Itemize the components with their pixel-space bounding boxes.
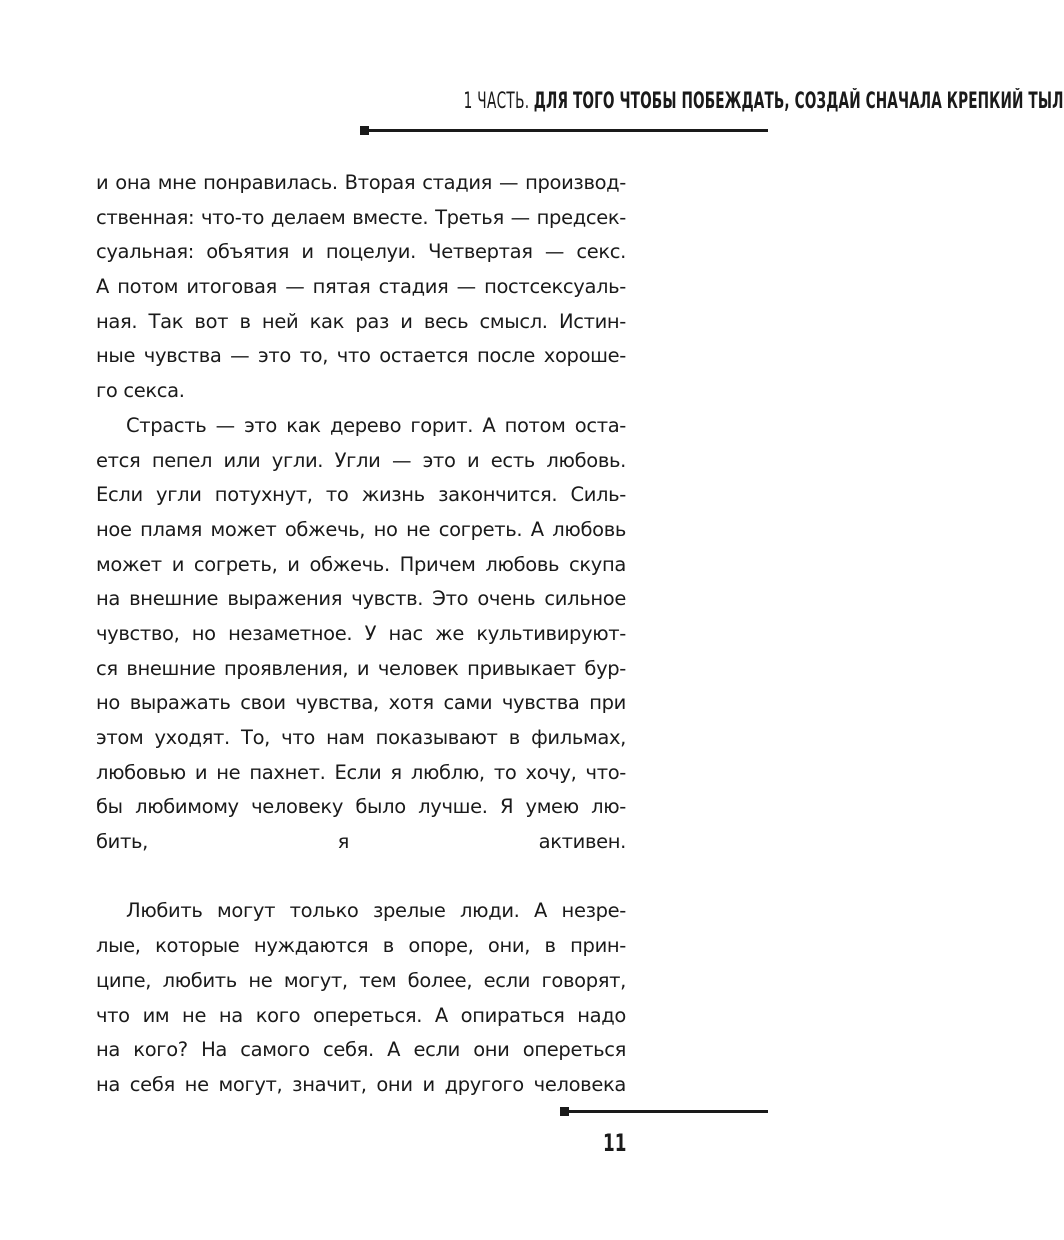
page-number-text: 11: [602, 1129, 626, 1157]
paragraph: [96, 409, 626, 895]
chapter-title: ДЛЯ ТОГО ЧТОБЫ ПОБЕЖДАТЬ, СОЗДАЙ СНАЧАЛА КРЕПКИЙ ТЫЛ: [533, 89, 1064, 114]
text-line: ная. Так вот в ней как раз и весь смысл. Истин-: [96, 309, 626, 333]
page-number: [560, 1128, 626, 1158]
text-line: ципе, любить не могут, тем более, если говорят,: [96, 968, 626, 992]
text-line: может и согреть, и обжечь. Причем любовь скупа: [96, 552, 626, 576]
text-line: А потом итоговая — пятая стадия — постсексуаль-: [96, 275, 626, 299]
text-line: и она мне понравилась. Вторая стадия — производ-: [96, 171, 626, 194]
text-line: на кого? На самого себя. А если они опереться: [96, 1038, 626, 1062]
text-line: го секса.: [96, 379, 185, 403]
running-head: [96, 88, 1064, 116]
text-line: ется пепел или угли. Угли — это и есть любовь.: [96, 448, 626, 472]
text-line: ся внешние проявления, и человек привыкает бур-: [96, 656, 626, 680]
text-line: лые, которые нуждаются в опоре, они, в прин-: [96, 934, 626, 958]
paragraph: [96, 894, 626, 1102]
text-line: чувство, но незаметное. У нас же культивируют-: [96, 621, 626, 645]
text-line: Страсть — это как дерево горит. А потом оста-: [126, 413, 626, 437]
paragraph: [96, 166, 626, 409]
text-line: любовью и не пахнет. Если я люблю, то хочу, что-: [96, 760, 626, 784]
text-line: ные чувства — это то, что остается после хороше-: [96, 344, 626, 368]
text-line: но выражать свои чувства, хотя сами чувства при: [96, 691, 626, 715]
text-line: ственная: что-то делаем вместе. Третья — предсек-: [96, 205, 626, 229]
part-label: 1 ЧАСТЬ.: [463, 89, 530, 114]
text-line: бы любимому человеку было лучше. Я умею лю-: [96, 795, 626, 819]
text-line: на себя не могут, значит, они и другого человека: [96, 1072, 626, 1096]
footer-rule: [564, 1110, 768, 1113]
text-line: Любить могут только зрелые люди. А незре-: [126, 899, 626, 923]
text-line: бить, я активен.: [96, 830, 626, 854]
body-text: [96, 166, 626, 1103]
header-rule: [364, 129, 768, 132]
text-line: что им не на кого опереться. А опираться надо: [96, 1003, 626, 1027]
text-line: этом уходят. То, что нам показывают в фильмах,: [96, 726, 626, 749]
text-line: Если угли потухнут, то жизнь закончится. Силь-: [96, 483, 626, 507]
text-line: [96, 860, 626, 895]
text-line: ное пламя может обжечь, но не согреть. А любовь: [96, 517, 626, 541]
text-line: суальная: объятия и поцелуи. Четвертая — секс.: [96, 240, 626, 264]
running-head-text: [464, 88, 1064, 116]
text-line: на внешние выражения чувств. Это очень сильное: [96, 587, 626, 611]
